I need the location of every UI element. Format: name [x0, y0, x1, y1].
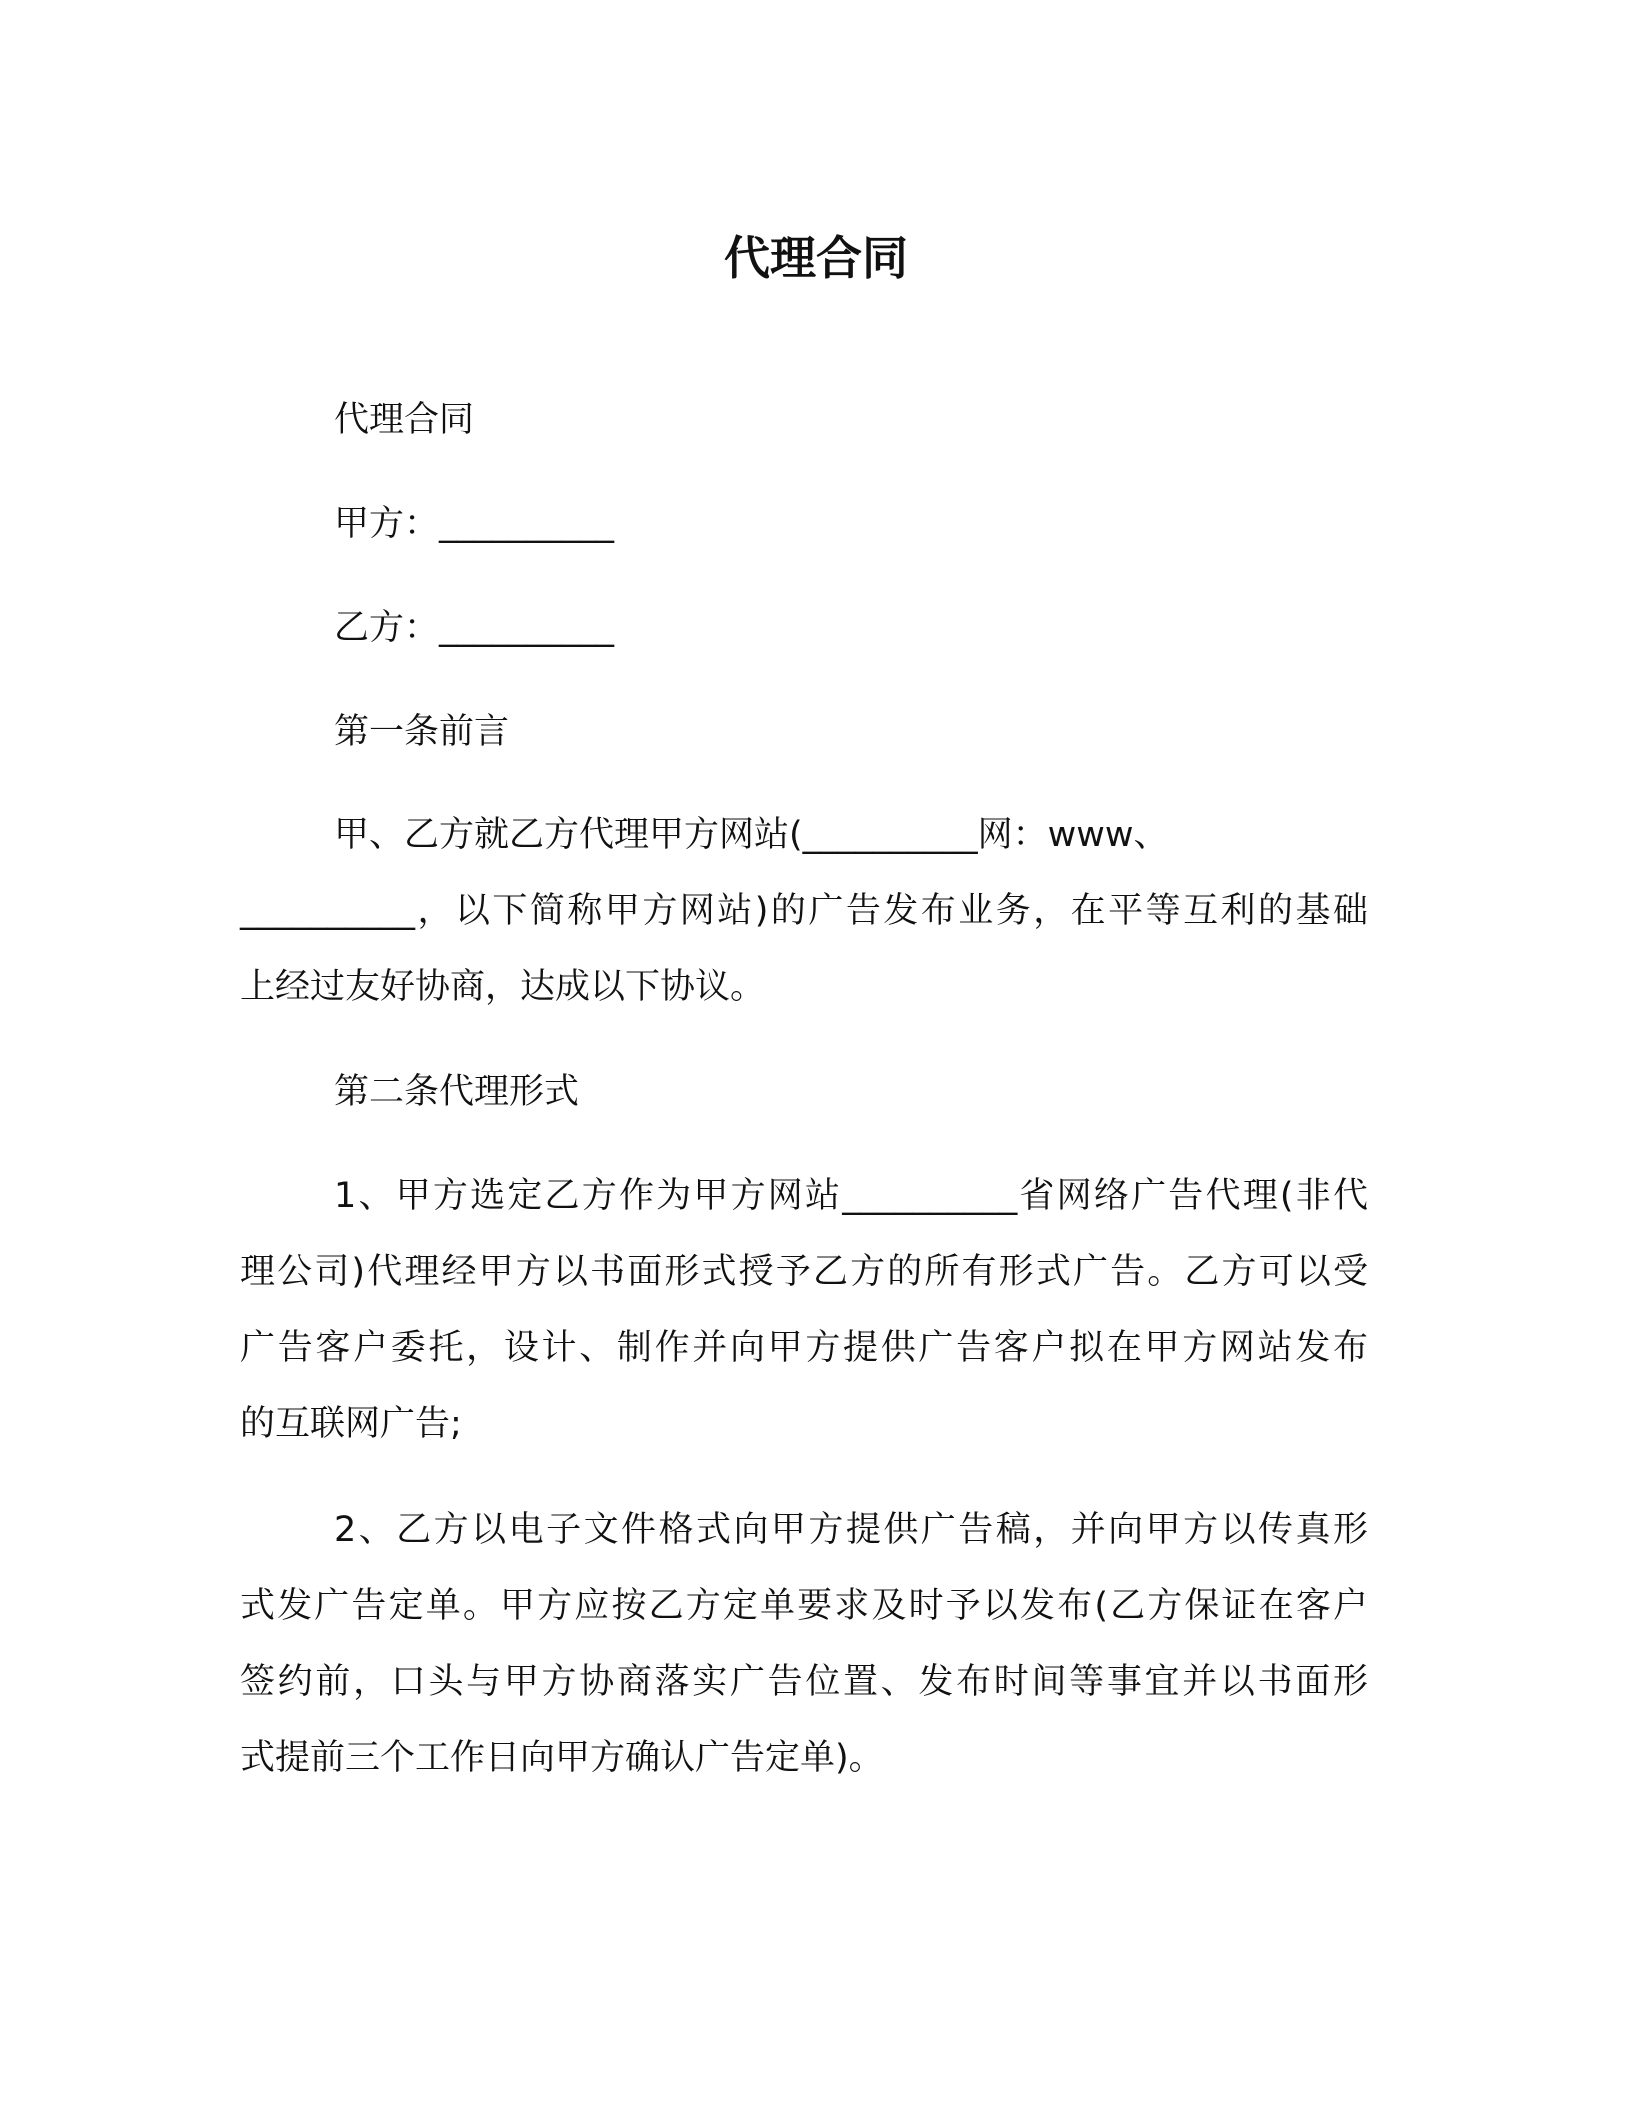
- party-a: 甲方：__________: [334, 504, 615, 544]
- heading: 代理合同: [334, 400, 475, 440]
- document-title: 代理合同: [724, 231, 908, 285]
- clause1-line: 广告客户委托，设计、制作并向甲方提供广告客户拟在甲方网站发布: [240, 1328, 1368, 1368]
- article1-line: 上经过友好协商，达成以下协议。: [240, 967, 766, 1007]
- article1-heading: 第一条前言: [334, 712, 510, 752]
- clause1-line: 理公司)代理经甲方以书面形式授予乙方的所有形式广告。乙方可以受: [240, 1252, 1368, 1292]
- clause1-line: 的互联网广告;: [240, 1404, 462, 1444]
- article1-line: 甲、乙方就乙方代理甲方网站(__________网：www、: [334, 815, 1169, 855]
- clause2-line: 式提前三个工作日向甲方确认广告定单)。: [240, 1738, 884, 1778]
- clause2-line: 签约前，口头与甲方协商落实广告位置、发布时间等事宜并以书面形: [240, 1662, 1368, 1702]
- party-b: 乙方：__________: [334, 608, 615, 648]
- clause2-line: 2、乙方以电子文件格式向甲方提供广告稿，并向甲方以传真形: [334, 1510, 1368, 1550]
- article2-heading: 第二条代理形式: [334, 1072, 580, 1112]
- article1-line: __________，以下简称甲方网站)的广告发布业务，在平等互利的基础: [240, 891, 1368, 931]
- clause2-line: 式发广告定单。甲方应按乙方定单要求及时予以发布(乙方保证在客户: [240, 1586, 1368, 1626]
- clause1-line: 1、甲方选定乙方作为甲方网站__________省网络广告代理(非代: [334, 1176, 1368, 1216]
